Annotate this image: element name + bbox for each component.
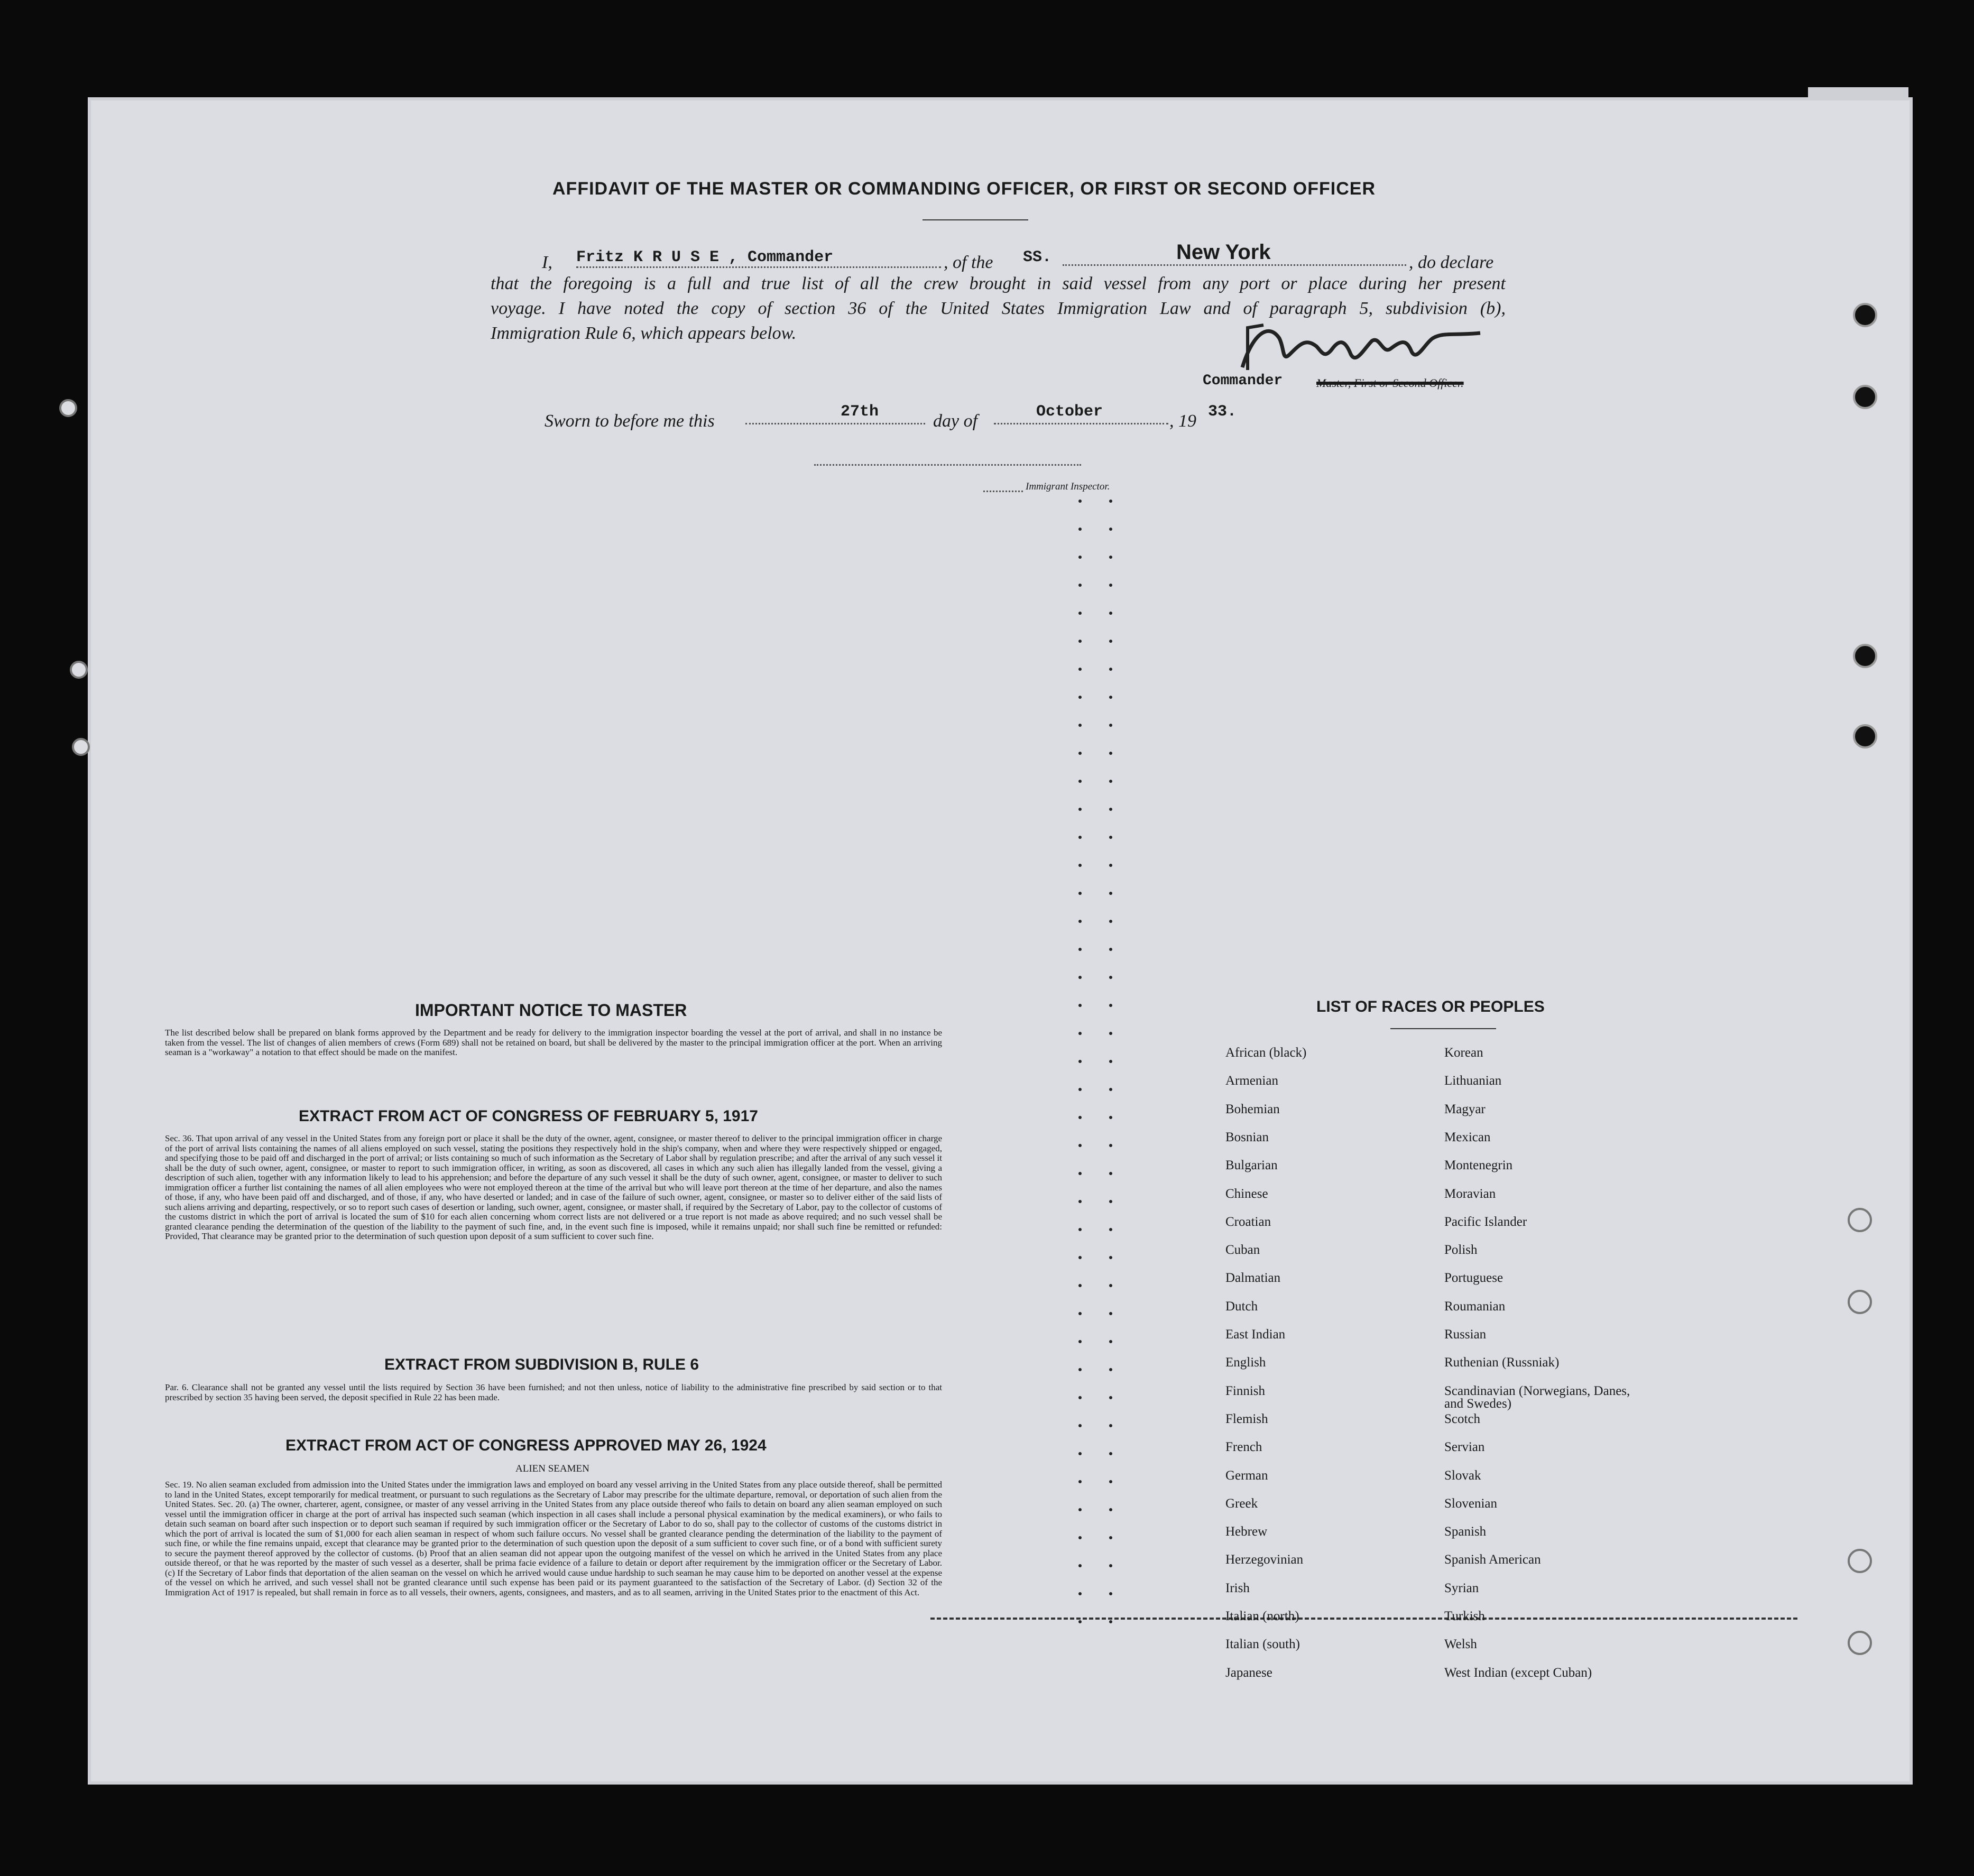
- race-item: Herzegovinian: [1225, 1552, 1304, 1567]
- affidavit-heading: AFFIDAVIT OF THE MASTER OR COMMANDING OFFICER, OR FIRST OR SECOND OFFICER: [552, 179, 1376, 199]
- extract-1917-title: EXTRACT FROM ACT OF CONGRESS OF FEBRUARY 5, 1917: [299, 1107, 758, 1125]
- day-of-label: day of: [933, 411, 978, 431]
- column-dot: [1109, 696, 1112, 699]
- race-item: Polish: [1444, 1243, 1478, 1258]
- column-dot: [1109, 668, 1112, 671]
- races-rule: [1390, 1028, 1496, 1029]
- column-dot: [1078, 640, 1082, 643]
- notice-title: IMPORTANT NOTICE TO MASTER: [415, 1001, 687, 1020]
- column-dot: [1109, 1116, 1112, 1119]
- race-item: Pacific Islander: [1444, 1214, 1527, 1229]
- race-item: English: [1225, 1355, 1266, 1370]
- month-line: [994, 423, 1168, 424]
- column-dot: [1078, 1340, 1082, 1343]
- column-dot: [1078, 724, 1082, 727]
- race-item: Finnish: [1225, 1383, 1266, 1398]
- column-dot: [1078, 976, 1082, 979]
- column-dot: [1109, 1508, 1112, 1511]
- race-item: Irish: [1225, 1581, 1250, 1595]
- extract-1917-text: Sec. 36. That upon arrival of any vessel in the United States from any foreign port or place it shall be the duty of the owner, agent, consignee, or master thereof to deliver to the principal immigration officer in charge of the port of arrival lists containing the names of all aliens employed on such vessel, stating the positions they respectively hold in the ship's company, when and where they were respectively shipped or engaged, and specifying those to be paid off and discharged in the port of arrival; or lists containing so much of such information as the Secretary of Labor shall by regulation prescribe; and after the arrival of any such vessel it shall be the duty of such owner, agent, consignee, or master to report to such immigration officer, in writing, as soon as discovered, all cases in which any such alien has illegally landed from the vessel, giving a description of such alien, together with any information likely to lead to his apprehension; and before the departure of any such vessel it shall be the duty of such owner, agent, consignee, or master to deliver to such immigration officer a further list containing the names of all alien employees who were not employed thereon at the time of the arrival but who will leave port thereon at the time of her departure, and also the names of those, if any, who have been paid off and discharged, and of those, if any, who have deserted or landed; and in case of the failure of such owner, agent, consignee, or master so to deliver either of the said lists of such aliens arriving and departing, respectively, or so to report such cases of desertion or landing, such owner, agent, consignee, or master shall, if required by the Secretary of Labor, pay to the collector of customs of the customs district in which the port of arrival is located the sum of $10 for each alien concerning whom correct lists are not delivered or a true report is not made as above required; and no such vessel shall be granted clearance pending the determination of the question of the liability to the payment of such fine, and, in the event such fine is imposed, while it remains unpaid; nor shall such fine be remitted or refunded: Provided, That clearance may be granted prior to the determination of such question upon deposit of a sum sufficient to cover such fine.: [165, 1133, 942, 1241]
- race-item: Italian (south): [1225, 1637, 1300, 1652]
- column-dot: [1109, 1480, 1112, 1483]
- race-item: East Indian: [1225, 1327, 1286, 1342]
- column-dot: [1078, 1452, 1082, 1455]
- column-dot: [1109, 1424, 1112, 1427]
- binder-hole: [1848, 1631, 1872, 1655]
- extract-rule6-title: EXTRACT FROM SUBDIVISION B, RULE 6: [384, 1356, 699, 1373]
- column-dot: [1078, 1172, 1082, 1175]
- race-item: Croatian: [1225, 1214, 1271, 1229]
- column-dot: [1078, 1228, 1082, 1231]
- race-item: Slovak: [1444, 1468, 1481, 1483]
- race-item: Roumanian: [1444, 1299, 1506, 1314]
- race-item: French: [1225, 1440, 1262, 1455]
- ship-name-line: [1063, 264, 1406, 266]
- year-value: 33.: [1208, 403, 1237, 421]
- column-dot: [1078, 1508, 1082, 1511]
- race-item: Greek: [1225, 1496, 1258, 1511]
- race-item: Turkish: [1444, 1609, 1485, 1623]
- column-dot: [1109, 864, 1112, 867]
- sworn-label: Sworn to before me this: [545, 411, 715, 431]
- column-dot: [1078, 1564, 1082, 1567]
- column-dot: [1109, 892, 1112, 895]
- column-dot: [1109, 1340, 1112, 1343]
- inspector-line-2: [983, 491, 1023, 492]
- commander-signature: [1232, 317, 1496, 381]
- column-dot: [1078, 892, 1082, 895]
- column-dot: [1109, 920, 1112, 923]
- column-dot: [1109, 724, 1112, 727]
- column-dot: [1078, 780, 1082, 783]
- race-item: Lithuanian: [1444, 1074, 1502, 1088]
- race-item: Chinese: [1225, 1186, 1268, 1201]
- column-dot: [1078, 1312, 1082, 1315]
- column-dot: [1109, 640, 1112, 643]
- race-item: Spanish: [1444, 1524, 1487, 1539]
- binder-hole: [70, 661, 88, 679]
- race-item: Magyar: [1444, 1102, 1486, 1116]
- race-item: Armenian: [1225, 1074, 1278, 1088]
- race-item: West Indian (except Cuban): [1444, 1665, 1592, 1680]
- column-dot: [1078, 500, 1082, 503]
- column-dot: [1109, 1228, 1112, 1231]
- binder-hole: [1853, 644, 1877, 668]
- column-dot: [1109, 1200, 1112, 1203]
- column-dot: [1109, 836, 1112, 839]
- binder-hole: [1848, 1208, 1872, 1232]
- race-item: Mexican: [1444, 1130, 1491, 1144]
- column-dot: [1078, 1060, 1082, 1063]
- race-item: Servian: [1444, 1440, 1485, 1455]
- column-dot: [1109, 1256, 1112, 1259]
- race-item: Montenegrin: [1444, 1158, 1513, 1173]
- race-item: Japanese: [1225, 1665, 1272, 1680]
- column-dot: [1078, 1424, 1082, 1427]
- race-item: Dutch: [1225, 1299, 1258, 1314]
- column-dot: [1078, 1144, 1082, 1147]
- column-dot: [1109, 1312, 1112, 1315]
- column-dot: [1078, 920, 1082, 923]
- column-dot: [1109, 1088, 1112, 1091]
- binder-hole: [72, 738, 90, 756]
- column-dot: [1078, 1284, 1082, 1287]
- race-item: Hebrew: [1225, 1524, 1268, 1539]
- column-dot: [1078, 1536, 1082, 1539]
- heading-rule: [923, 219, 1028, 220]
- column-dot: [1109, 1536, 1112, 1539]
- column-dot: [1078, 1480, 1082, 1483]
- binder-hole: [1853, 724, 1877, 748]
- of-the-label: , of the: [944, 253, 993, 272]
- ship-name: New York: [1176, 241, 1271, 264]
- extract-rule6-text: Par. 6. Clearance shall not be granted any vessel until the lists required by Section 36 have been furnished; and not then unless, notice of liability to the administrative fine prescribed by said section or to that prescribed by section 35 having been served, the deposit specified in Rule 22 has been made.: [165, 1382, 942, 1402]
- column-dot: [1078, 1004, 1082, 1007]
- affidavit-line-4: Immigration Rule 6, which appears below.: [491, 324, 797, 343]
- column-dot: [1109, 528, 1112, 531]
- column-dot: [1109, 1564, 1112, 1567]
- column-dot: [1109, 556, 1112, 559]
- column-dot: [1109, 1032, 1112, 1035]
- column-dot: [1109, 1396, 1112, 1399]
- race-item: Russian: [1444, 1327, 1487, 1342]
- column-dot: [1078, 752, 1082, 755]
- column-dot: [1078, 1200, 1082, 1203]
- race-item: Bulgarian: [1225, 1158, 1278, 1173]
- race-item: Scotch: [1444, 1411, 1481, 1426]
- extract-1924-text: Sec. 19. No alien seaman excluded from admission into the United States under the immigration laws and employed on board any vessel arriving in the United States from any place outside thereof, shall be permitted to land in the United States, except temporarily for medical treatment, or pursuant to such regulations as the Secretary of Labor may prescribe for the ultimate departure, removal, or deportation of such alien from the United States. Sec. 20. (a) The owner, charterer, agent, consignee, or master of any vessel arriving in the United States from any place outside thereof who fails to detain on board any alien seaman employed on such vessel until the immigration officer in charge at the port of arrival has inspected such seaman (which inspection in all cases shall include a personal physical examination by the medical examiners), or who fails to detain such seaman on board after such inspection or to deport such seaman if required by such immigration officer or the Secretary of Labor to do so, shall pay to the collector of customs of the customs district in which the port of arrival is located the sum of $1,000 for each alien seaman in respect of whom such failure occurs. No vessel shall be granted clearance pending the determination of the liability to the payment of such fine, or while the fine remains unpaid, except that clearance may be granted prior to the determination of such question upon the deposit of a sum sufficient to cover such fine, or of a bond with sufficient surety to secure the payment thereof approved by the collector of customs. (b) Proof that an alien seaman did not appear upon the outgoing manifest of the vessel on which he arrived in the United States from any place outside thereof, or that he was reported by the master of such vessel as a deserter, shall be prima facie evidence of a failure to detain or deport after requirement by the immigration officer or the Secretary of Labor. (c) If the Secretary of Labor finds that deportation of the alien seaman on the vessel on which he arrived would cause undue hardship to such seaman he may cause him to be deported on another vessel at the expense of the vessel on which he arrived, and such vessel shall not be granted clearance until such expense has been paid or its payment guaranteed to the satisfaction of the Secretary of Labor. (d) Section 32 of the Immigration Act of 1917 is repealed, but shall remain in force as to all vessels, their owners, agents, consignees, and masters, and as to all seamen, arriving in the United States prior to the enactment of this Act.: [165, 1480, 942, 1597]
- column-dot: [1078, 1256, 1082, 1259]
- column-dot: [1109, 976, 1112, 979]
- month-value: October: [1036, 403, 1103, 421]
- affidavit-line-2: that the foregoing is a full and true list of all the crew brought in said vessel from any port or place during her present: [491, 274, 1506, 293]
- affidavit-prefix: I,: [542, 253, 552, 272]
- race-item: Korean: [1444, 1046, 1483, 1060]
- column-dot: [1109, 1144, 1112, 1147]
- race-item: Slovenian: [1444, 1496, 1497, 1511]
- race-item: Ruthenian (Russniak): [1444, 1355, 1560, 1370]
- column-dot: [1078, 808, 1082, 811]
- binder-hole: [1848, 1290, 1872, 1314]
- column-dot: [1109, 1368, 1112, 1371]
- binder-hole: [1853, 385, 1877, 409]
- column-dot: [1078, 1396, 1082, 1399]
- year-prefix: , 19: [1169, 411, 1196, 431]
- column-dot: [1078, 668, 1082, 671]
- column-dot: [1109, 1284, 1112, 1287]
- binder-hole: [59, 399, 77, 417]
- column-dot: [1078, 556, 1082, 559]
- race-item: African (black): [1225, 1046, 1307, 1060]
- column-dot: [1078, 864, 1082, 867]
- column-dot: [1109, 500, 1112, 503]
- column-dot: [1109, 1592, 1112, 1595]
- inspector-line: [814, 464, 1081, 466]
- race-item: German: [1225, 1468, 1268, 1483]
- commander-name-field: Fritz K R U S E , Commander: [576, 248, 941, 268]
- column-dot: [1109, 612, 1112, 615]
- column-dot: [1078, 948, 1082, 951]
- race-item: Italian (north): [1225, 1609, 1299, 1623]
- column-dot: [1109, 1172, 1112, 1175]
- race-item: Cuban: [1225, 1243, 1260, 1258]
- column-dot: [1078, 836, 1082, 839]
- inspector-label: Immigrant Inspector.: [1026, 481, 1110, 492]
- race-item: Dalmatian: [1225, 1271, 1281, 1286]
- column-dot: [1109, 1620, 1112, 1623]
- column-dot: [1109, 752, 1112, 755]
- column-dot: [1078, 584, 1082, 587]
- column-dot: [1078, 528, 1082, 531]
- column-dot: [1078, 1620, 1082, 1623]
- binder-hole: [1853, 303, 1877, 327]
- column-dot: [1109, 780, 1112, 783]
- column-dot: [1109, 948, 1112, 951]
- binder-hole: [1848, 1549, 1872, 1573]
- race-item: Spanish American: [1444, 1552, 1541, 1567]
- affidavit-line-3: voyage. I have noted the copy of section 36 of the United States Immigration Law and of paragraph 5, subdivision (b),: [491, 299, 1506, 318]
- extract-1924-subtitle: ALIEN SEAMEN: [515, 1463, 589, 1474]
- race-item: Moravian: [1444, 1186, 1496, 1201]
- notice-text: The list described below shall be prepared on blank forms approved by the Department and be ready for delivery to the immigration inspector boarding the vessel at the port of arrival, and shall in no instance be taken from the vessel. The list of changes of alien members of crews (Form 689) shall not be retained on board, but shall be delivered by the master to the principal immigration officer at the port. When an arriving seaman is a "workaway" a notation to that effect should be made on the manifest.: [165, 1028, 942, 1057]
- day-value: 27th: [841, 403, 879, 421]
- race-item: Bohemian: [1225, 1102, 1280, 1116]
- races-title: LIST OF RACES OR PEOPLES: [1316, 998, 1545, 1015]
- column-dot: [1109, 1004, 1112, 1007]
- struck-title: Master, First or Second Officer.: [1316, 376, 1464, 390]
- column-dot: [1078, 1368, 1082, 1371]
- signature-title: Commander: [1203, 373, 1283, 389]
- race-item: Flemish: [1225, 1411, 1268, 1426]
- column-dot: [1078, 696, 1082, 699]
- race-item: Welsh: [1444, 1637, 1477, 1652]
- column-dot: [1078, 612, 1082, 615]
- race-item: Syrian: [1444, 1581, 1479, 1595]
- column-dot: [1078, 1088, 1082, 1091]
- column-dot: [1109, 1060, 1112, 1063]
- column-dot: [1109, 584, 1112, 587]
- column-dot: [1109, 1452, 1112, 1455]
- column-dot: [1078, 1032, 1082, 1035]
- race-item: Scandinavian (Norwegians, Danes, and Swedes): [1444, 1383, 1630, 1411]
- column-dot: [1078, 1592, 1082, 1595]
- column-dot: [1078, 1116, 1082, 1119]
- ship-prefix: SS.: [1023, 248, 1052, 266]
- extract-1924-title: EXTRACT FROM ACT OF CONGRESS APPROVED MAY 26, 1924: [285, 1437, 767, 1454]
- race-item: Portuguese: [1444, 1271, 1503, 1286]
- do-declare-label: , do declare: [1409, 253, 1494, 272]
- race-item: Bosnian: [1225, 1130, 1269, 1144]
- column-dot: [1109, 808, 1112, 811]
- day-line: [745, 423, 925, 424]
